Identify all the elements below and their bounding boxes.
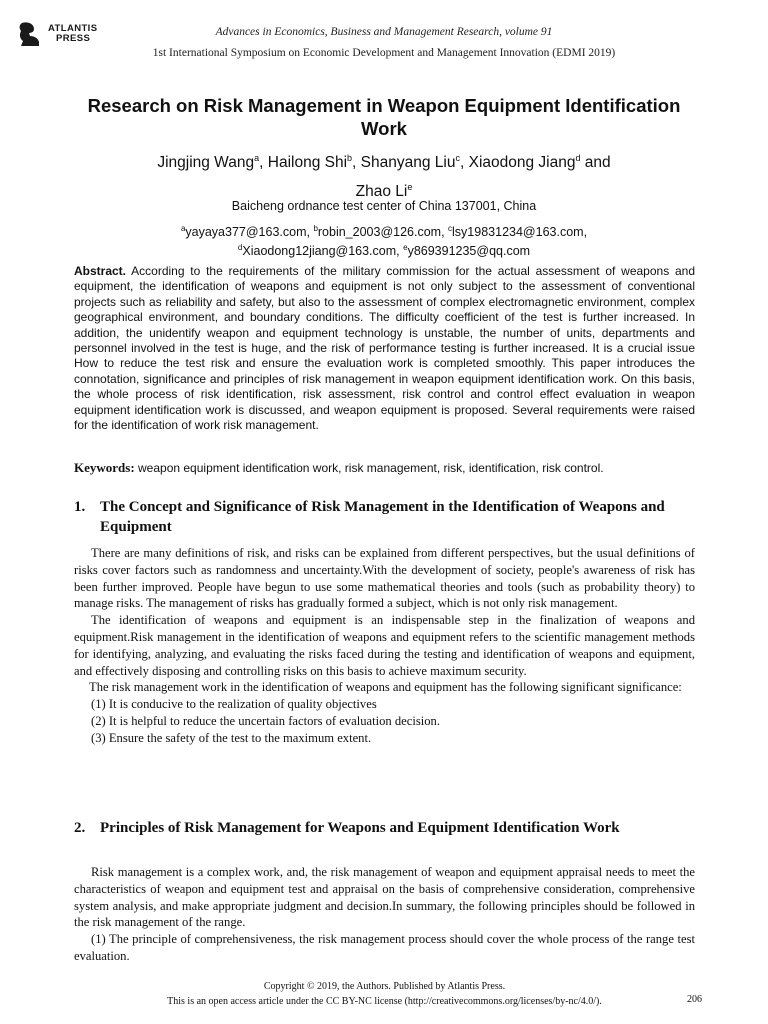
copyright-notice: Copyright © 2019, the Authors. Published by Atlantis Press. — [263, 981, 506, 992]
author-superscript: e — [407, 182, 413, 193]
author-list — [74, 146, 694, 204]
conference-header: 1st International Symposium on Economic Development and Management Innovation (EDMI 2019) — [152, 47, 616, 59]
author-superscript: c — [455, 153, 460, 163]
list-item: (1) It is conducive to the realization of quality objectives — [91, 697, 377, 712]
page-footer — [74, 979, 695, 1009]
section-1-heading — [74, 497, 695, 537]
author-superscript: a — [254, 153, 260, 163]
email-address: y869391235@qq.com — [407, 244, 531, 259]
author-superscript: d — [575, 153, 581, 163]
email-address: yayaya377@163.com — [185, 225, 307, 240]
author-separator: , — [352, 154, 361, 172]
abstract — [74, 264, 695, 433]
section-title: The Concept and Significance of Risk Management in the Identification of Weapons and Equipment — [100, 499, 665, 535]
author-emails — [74, 221, 694, 259]
author-superscript: b — [347, 153, 353, 163]
email-address: Xiaodong12jiang@163.com — [242, 244, 397, 259]
abstract-text: According to the requirements of the military commission for the actual assessment of weapons and equipment, the identification of weapons and equipment is not only subject to the assessment of conventional projects such as reliability and safety, but also to the assessment of complex electromagnetic environment, complex geographical environment, and boundary conditions. The difficulty coefficient of the test is further increased. In addition, the unidentify weapon and equipment technology is unstable, the number of units, departments and personnel involved in the test is huge, and the risk of performance testing is further increased. It is a crucial issue How to reduce the test risk and ensure the evaluation work is completed smoothly. This paper introduces the connotation, significance and principles of risk management in weapon equipment identification work. On this basis, the whole process of risk identification, risk assessment, risk control and control effect evaluation in weapon equipment identification work is discussed, and weapon equipment is proposed. Several requirements were raised for the identification of work risk management. — [74, 264, 695, 433]
affiliation: Baicheng ordnance test center of China 137001, China — [231, 199, 537, 213]
license-notice: This is an open access article under the CC BY-NC license (http://creativecommons.org/licenses/by-nc/4.0/). — [167, 996, 602, 1007]
section-number: 1. — [74, 499, 86, 515]
author-name: Zhao Li — [355, 183, 408, 201]
email-superscript: e — [403, 243, 408, 253]
body-paragraph: (1) The principle of comprehensiveness, the risk management process should cover the whole process of the range test evaluation. — [74, 932, 695, 963]
keywords — [74, 460, 695, 476]
email-superscript: a — [180, 224, 186, 233]
section-title: Principles of Risk Management for Weapons and Equipment Identification Work — [100, 820, 620, 836]
email-separator: , — [583, 225, 588, 240]
author-name: Jingjing Wang — [157, 154, 255, 172]
section-2-body — [74, 864, 695, 965]
publisher-name-line1: ATLANTIS — [48, 23, 98, 34]
list-item: (3) Ensure the safety of the test to the maximum extent. — [91, 730, 372, 745]
email-separator: , — [396, 244, 404, 259]
keywords-label: Keywords: — [74, 460, 135, 475]
paper-title: Research on Risk Management in Weapon Equipment Identification Work — [87, 95, 681, 139]
section-2-heading — [74, 818, 695, 838]
keywords-text: weapon equipment identification work, risk management, risk, identification, risk control. — [138, 461, 604, 475]
email-superscript: c — [448, 224, 453, 233]
email-superscript: d — [237, 243, 243, 253]
author-separator: , — [459, 154, 469, 172]
body-paragraph: Risk management is a complex work, and, the risk management of weapon and equipment appraisal needs to meet the characteristics of weapon and equipment test and appraisal on the basis of comprehensive consideration, comprehensive system analysis, and make appropriate judgment and decision.In summary, the following principles should be followed in the risk management of the range. — [74, 865, 695, 930]
email-separator: , — [441, 225, 449, 240]
email-separator: , — [306, 225, 314, 240]
section-number: 2. — [74, 820, 86, 836]
email-address: lsy19831234@163.com — [452, 225, 584, 240]
author-name: Shanyang Liu — [360, 154, 456, 172]
email-superscript: b — [313, 224, 318, 233]
email-address: robin_2003@126.com — [317, 225, 442, 240]
list-item: (2) It is helpful to reduce the uncertain factors of evaluation decision. — [91, 713, 440, 728]
page-number: 206 — [687, 994, 702, 1005]
author-separator: , — [259, 154, 268, 172]
body-paragraph: There are many definitions of risk, and risks can be explained from different perspectives, but the usual definitions of risks cover factors such as randomness and uncertainty.With the development of society, people's awareness of risk has been further improved. People have begun to use some mathematical theories and tools (such as probability theory) to manage risks. The management of risks has gradually formed a subject, which is not only risk management. — [74, 546, 695, 611]
publisher-name-line2: PRESS — [56, 33, 91, 44]
body-paragraph: The identification of weapons and equipment is an indispensable step in the finalization of weapons and equipment.Risk management in the identification of weapons and equipment refers to the scientific management methods for identifying, analyzing, and evaluating the risks faced during the testing and identification of weapons and equipment, and effectively disposing and controlling risks on this basis to achieve maximum security. — [74, 613, 695, 678]
series-header: Advances in Economics, Business and Management Research, volume 91 — [215, 26, 553, 38]
author-name: Hailong Shi — [267, 154, 348, 172]
author-separator: and — [580, 154, 611, 172]
section-1-body — [74, 545, 695, 747]
body-paragraph: The risk management work in the identification of weapons and equipment has the following significant significance: — [89, 680, 682, 695]
author-name: Xiaodong Jiang — [468, 154, 576, 172]
abstract-label: Abstract. — [74, 264, 127, 278]
